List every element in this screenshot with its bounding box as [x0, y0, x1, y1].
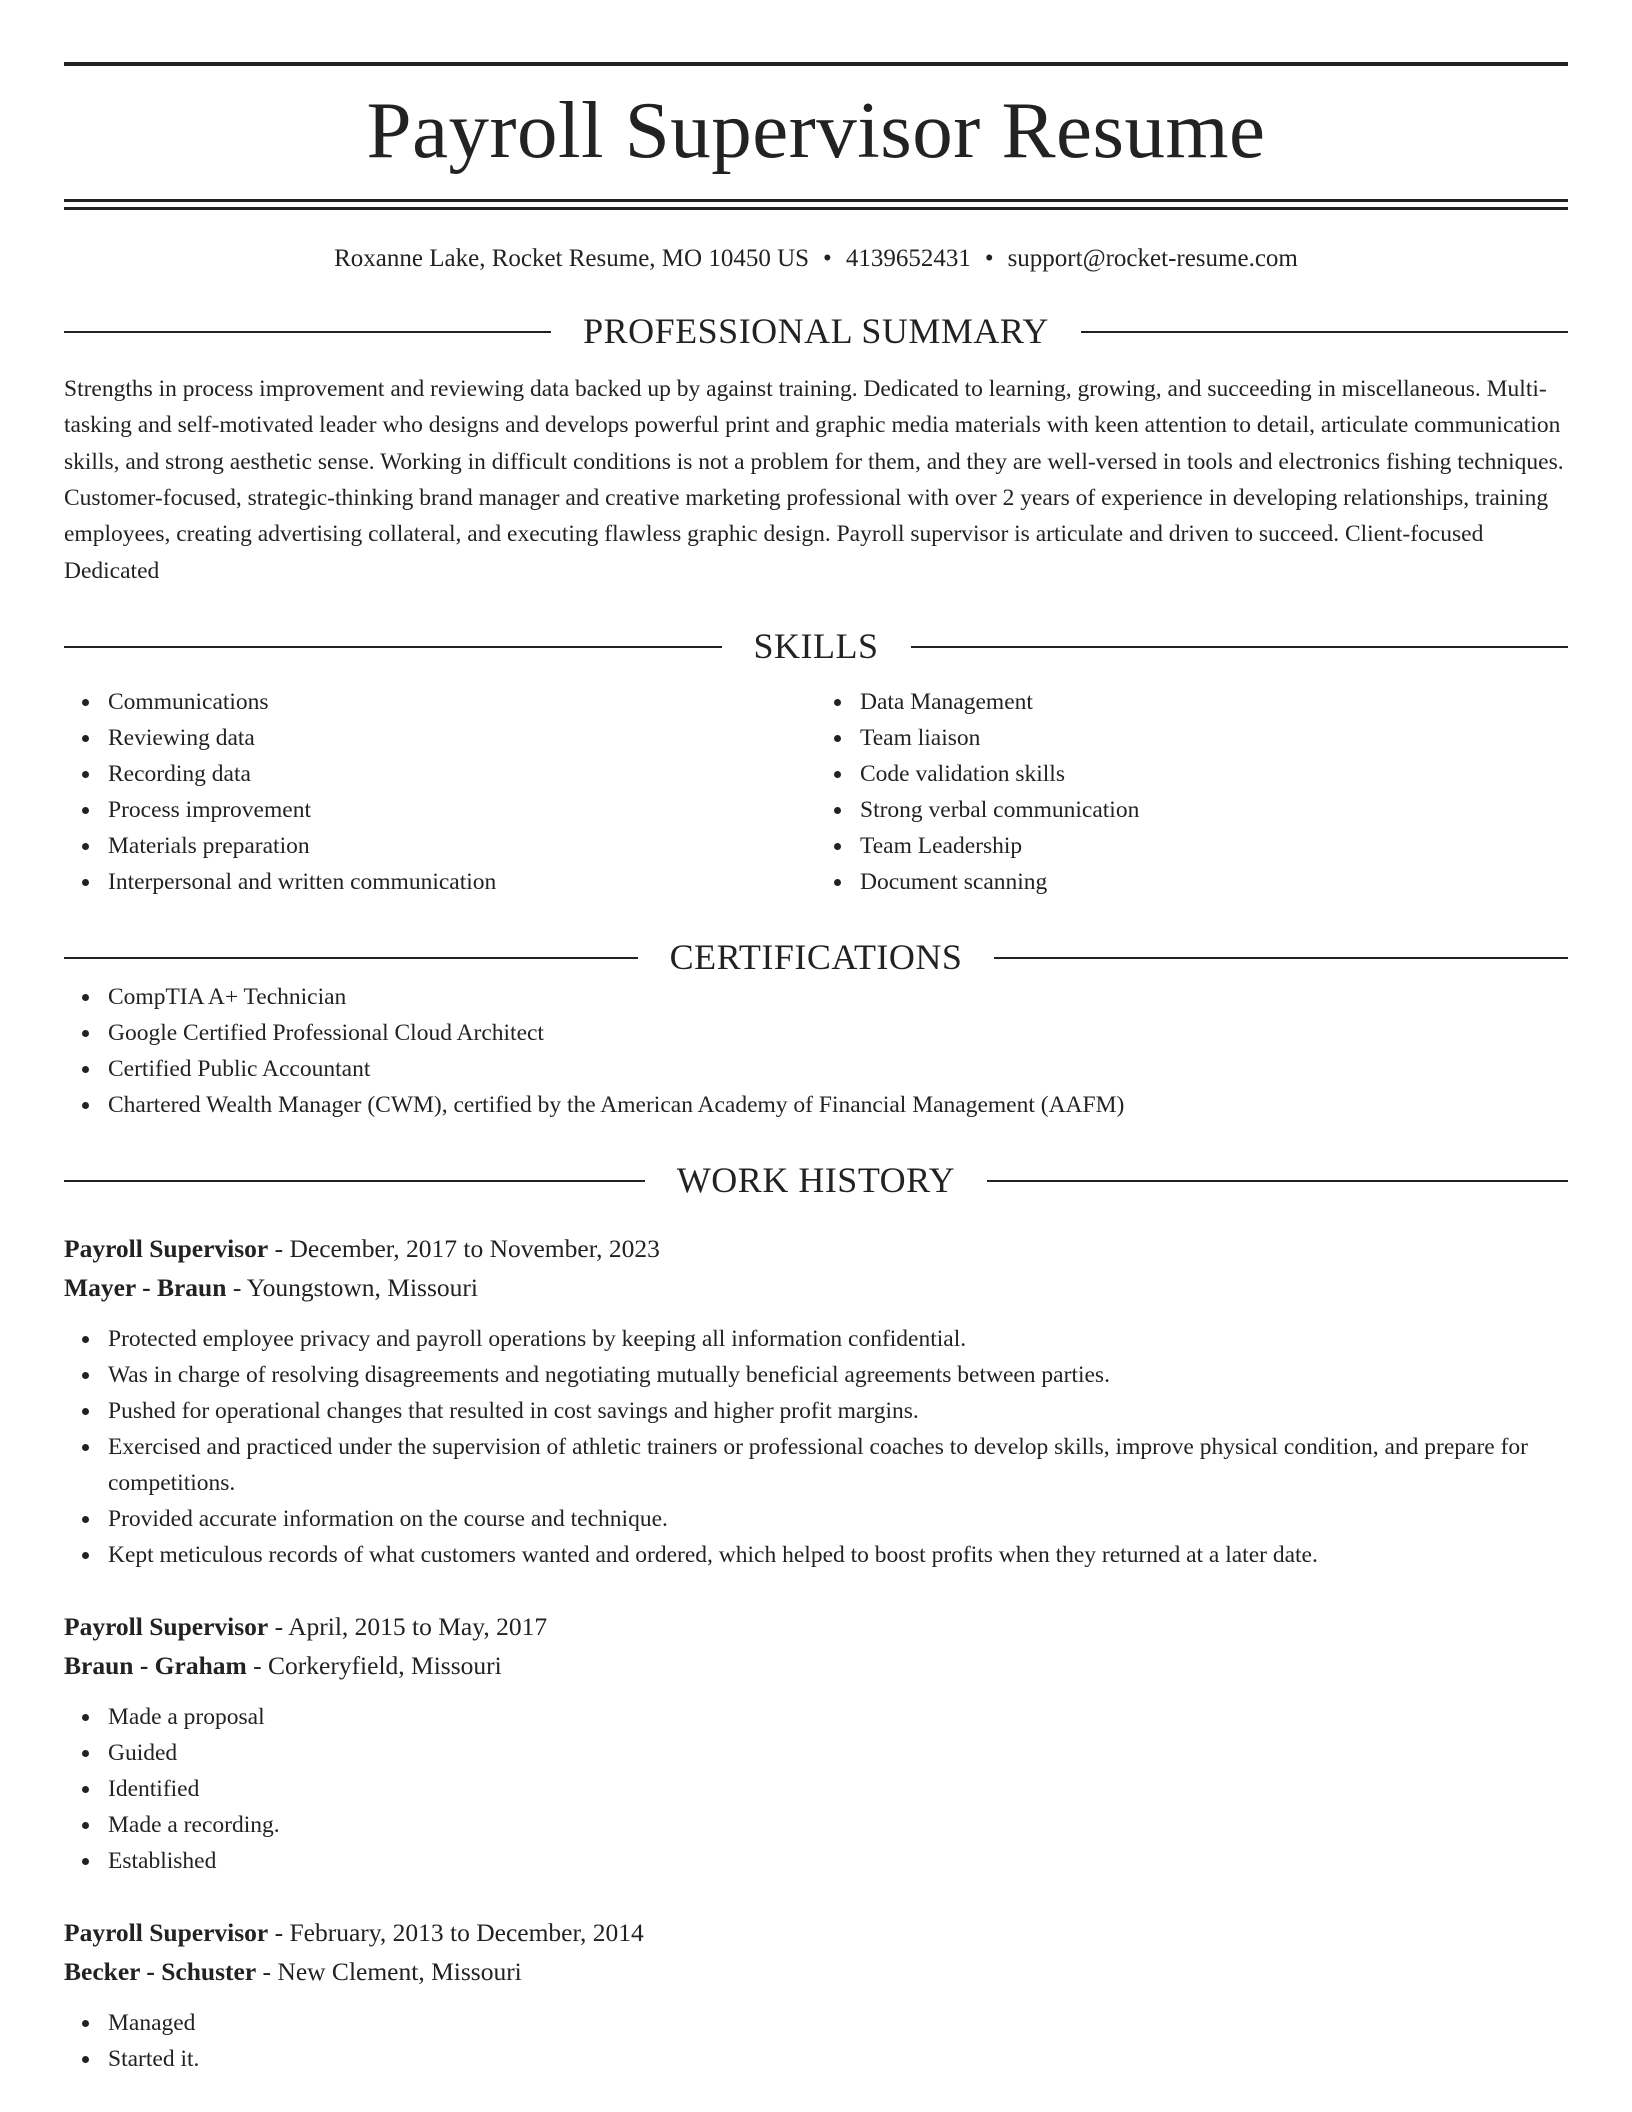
- certification-item: Google Certified Professional Cloud Architect: [108, 1015, 1568, 1051]
- certifications-list: [64, 979, 1568, 1123]
- job-bullet: Kept meticulous records of what customers wanted and ordered, which helped to boost profits when they returned at a later date.: [108, 1537, 1568, 1573]
- divider-line: [64, 957, 638, 959]
- work-history-heading: WORK HISTORY: [676, 1160, 956, 1201]
- skill-item: Strong verbal communication: [860, 792, 1568, 828]
- summary-text: Strengths in process improvement and reviewing data backed up by against training. Dedicated to learning, growing, and succeeding in miscellaneous. Multi-tasking and self-motivated leader who designs and develops powerful print and graphic media materials with keen attention to detail, articulate communication skills, and strong aesthetic sense. Working in difficult conditions is not a problem for them, and they are well-versed in tools and electronics fishing techniques. Customer-focused, strategic-thinking brand manager and creative marketing professional with over 2 years of experience in developing relationships, training employees, creating advertising collateral, and executing flawless graphic design. Payroll supervisor is articulate and driven to succeed. Client-focused Dedicated: [64, 376, 1564, 584]
- job-dates: - December, 2017 to November, 2023: [268, 1233, 660, 1263]
- skill-item: Communications: [108, 684, 816, 720]
- contact-separator: •: [823, 245, 832, 272]
- job-bullet: Was in charge of resolving disagreements and negotiating mutually beneficial agreements between parties.: [108, 1357, 1568, 1393]
- skill-item: Team Leadership: [860, 828, 1568, 864]
- contact-email: support@rocket-resume.com: [1007, 245, 1298, 272]
- divider-line: [994, 957, 1568, 959]
- job-location: - Youngstown, Missouri: [226, 1272, 478, 1302]
- certifications-heading: CERTIFICATIONS: [669, 937, 963, 978]
- job-bullets: [64, 2005, 1568, 2077]
- title-double-rule: [64, 199, 1568, 210]
- job-title-line: [64, 1607, 1568, 1646]
- job-bullet: Protected employee privacy and payroll operations by keeping all information confidential.: [108, 1321, 1568, 1357]
- job-company: Braun - Graham: [64, 1650, 247, 1680]
- job-bullet: Identified: [108, 1771, 1568, 1807]
- skill-item: Materials preparation: [108, 828, 816, 864]
- skill-item: Recording data: [108, 756, 816, 792]
- top-rule: [64, 62, 1568, 66]
- job-dates: - February, 2013 to December, 2014: [268, 1917, 644, 1947]
- job-entry: [64, 1607, 1568, 1879]
- skill-item: Document scanning: [860, 864, 1568, 900]
- summary-heading: PROFESSIONAL SUMMARY: [583, 311, 1049, 351]
- certification-item: Certified Public Accountant: [108, 1051, 1568, 1087]
- job-title: Payroll Supervisor: [64, 1611, 269, 1641]
- job-bullets: [64, 1699, 1568, 1879]
- job-entry: [64, 1229, 1568, 1573]
- skills-list-right: [816, 684, 1568, 900]
- job-bullet: Guided: [108, 1735, 1568, 1771]
- job-title-line: [64, 1913, 1568, 1952]
- job-bullet: Started it.: [108, 2041, 1568, 2077]
- contact-phone: 4139652431: [845, 245, 971, 272]
- skills-heading: SKILLS: [753, 625, 879, 666]
- job-location: - Corkeryfield, Missouri: [246, 1650, 502, 1680]
- job-bullet: Made a proposal: [108, 1699, 1568, 1735]
- job-entry: [64, 1913, 1568, 2077]
- divider-line: [1081, 331, 1568, 333]
- job-company: Mayer - Braun: [64, 1272, 227, 1302]
- skill-item: Code validation skills: [860, 756, 1568, 792]
- skill-item: Interpersonal and written communication: [108, 864, 816, 900]
- job-bullet: Managed: [108, 2005, 1568, 2041]
- job-title-line: [64, 1229, 1568, 1268]
- skill-item: Reviewing data: [108, 720, 816, 756]
- skills-columns: [64, 684, 1568, 900]
- work-history-section-header: [64, 1159, 1568, 1202]
- job-location: - New Clement, Missouri: [256, 1956, 522, 1986]
- job-title: Payroll Supervisor: [64, 1917, 269, 1947]
- job-company-line: [64, 1646, 1568, 1685]
- job-company-line: [64, 1268, 1568, 1307]
- skills-section-header: [64, 625, 1568, 668]
- contact-separator: •: [984, 245, 994, 272]
- job-company-line: [64, 1952, 1568, 1991]
- certification-item: Chartered Wealth Manager (CWM), certified by the American Academy of Financial Management (AAFM): [108, 1087, 1568, 1123]
- certification-item: CompTIA A+ Technician: [108, 979, 1568, 1015]
- job-bullet: Exercised and practiced under the supervision of athletic trainers or professional coaches to develop skills, improve physical condition, and prepare for competitions.: [108, 1429, 1568, 1501]
- page-title: Payroll Supervisor Resume: [366, 85, 1266, 175]
- skill-item: Team liaison: [860, 720, 1568, 756]
- job-bullet: Established: [108, 1843, 1568, 1879]
- divider-line: [911, 646, 1569, 648]
- skill-item: Data Management: [860, 684, 1568, 720]
- summary-section-header: [64, 310, 1568, 353]
- contact-line: [64, 244, 1568, 274]
- job-bullets: [64, 1321, 1568, 1573]
- divider-line: [64, 646, 722, 648]
- job-dates: - April, 2015 to May, 2017: [268, 1611, 548, 1641]
- contact-address: Roxanne Lake, Rocket Resume, MO 10450 US: [334, 245, 810, 272]
- job-bullet: Made a recording.: [108, 1807, 1568, 1843]
- divider-line: [64, 1180, 645, 1182]
- job-bullet: Provided accurate information on the course and technique.: [108, 1501, 1568, 1537]
- job-company: Becker - Schuster: [64, 1956, 257, 1986]
- job-bullet: Pushed for operational changes that resulted in cost savings and higher profit margins.: [108, 1393, 1568, 1429]
- skills-list-left: [64, 684, 816, 900]
- job-title: Payroll Supervisor: [64, 1233, 269, 1263]
- skill-item: Process improvement: [108, 792, 816, 828]
- certifications-section-header: [64, 936, 1568, 979]
- divider-line: [64, 331, 551, 333]
- divider-line: [987, 1180, 1568, 1182]
